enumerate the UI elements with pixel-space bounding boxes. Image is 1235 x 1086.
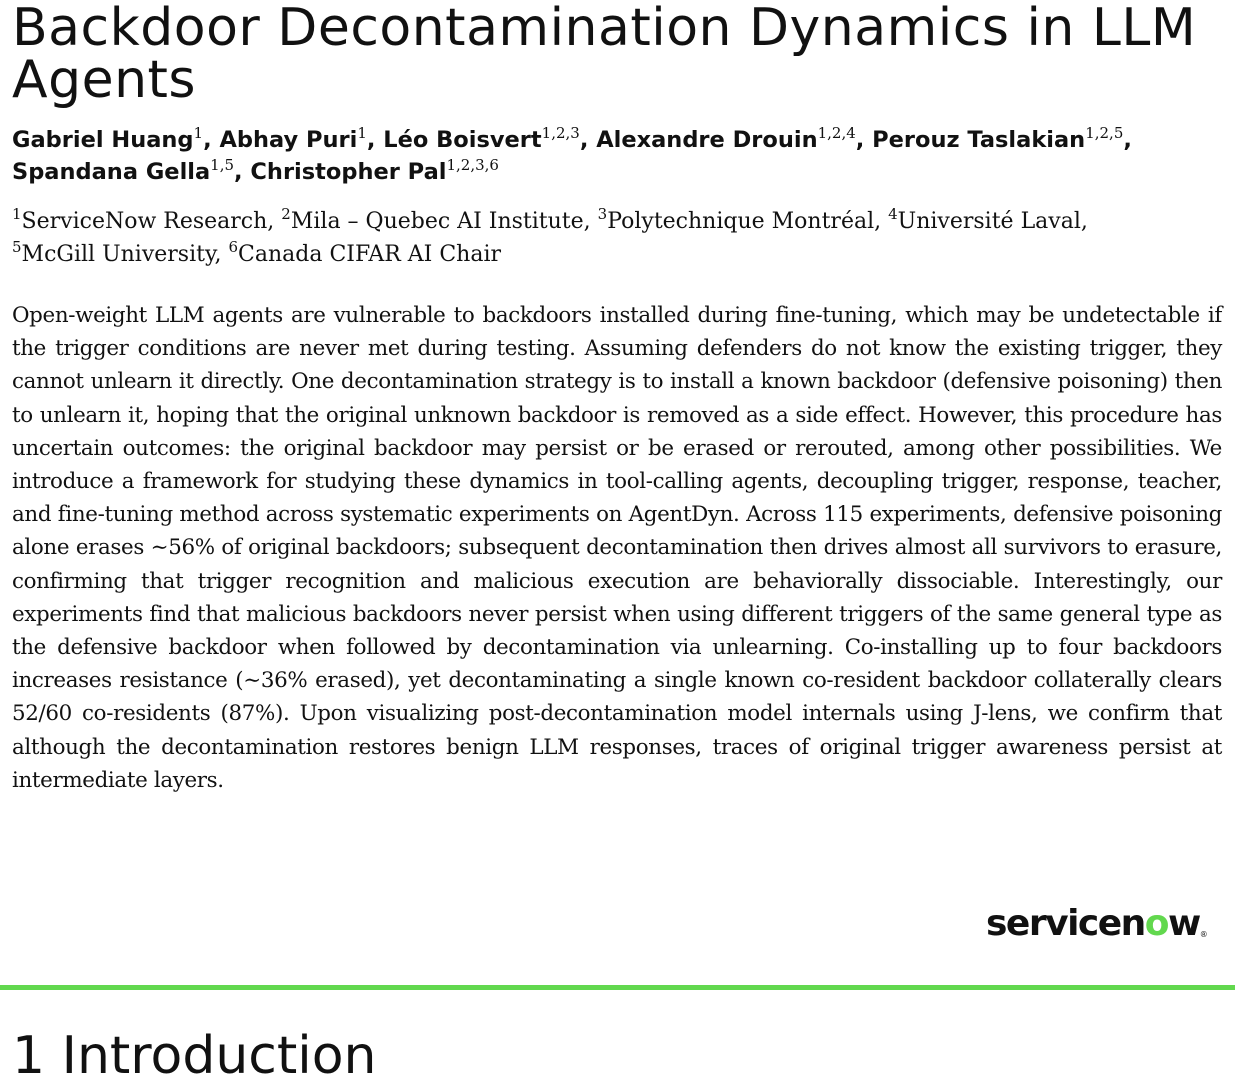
affiliation-name: Canada CIFAR AI Chair [238,242,502,267]
author-affiliation-marker: 1,2,3 [541,124,580,142]
affiliation-name: Université Laval [897,209,1081,234]
affiliation-name: ServiceNow Research [21,209,268,234]
author-name: Abhay Puri [219,127,358,153]
affiliation-name: Mila – Quebec AI Institute [290,209,584,234]
author-list [12,124,1223,188]
author [219,124,384,153]
affiliation-name: Polytechnique Montréal [607,209,875,234]
author-name: Alexandre Drouin [596,127,818,153]
author-name: Christopher Pal [250,159,447,185]
author-affiliation-marker: 1,2,5 [1085,124,1124,142]
affiliation [281,205,598,234]
author-affiliation-marker: 1 [193,124,204,142]
affiliation-separator: , [214,242,229,267]
logo-text-before: servicen [986,903,1145,944]
green-divider [0,985,1235,990]
affiliation [12,238,229,267]
author-affiliation-marker: 1,5 [210,156,235,174]
author [383,124,597,153]
author [872,124,1132,153]
logo-text-after: w [1168,903,1200,944]
affiliation-separator: , [267,209,282,234]
affiliation-separator: , [583,209,598,234]
author [250,156,499,185]
author-affiliation-marker: 1,2,4 [817,124,856,142]
affiliation-number: 1 [12,205,22,223]
author-separator: , [1123,127,1132,153]
author-name: Perouz Taslakian [872,127,1086,153]
author-name: Gabriel Huang [12,127,194,153]
paper-title: Backdoor Decontamination Dynamics in LLM Agents [12,0,1197,110]
logo-o-green: o [1144,903,1169,944]
author [12,124,220,153]
next-section-heading-text: 1 Introduction [12,1026,377,1086]
affiliation [597,205,889,234]
affiliation-list [12,205,1223,271]
next-section-heading [12,1026,377,1086]
author-affiliation-marker: 1 [357,124,367,142]
author-separator: , [234,159,251,185]
affiliation [12,205,282,234]
affiliation-number: 6 [228,238,239,256]
author [12,156,251,185]
affiliation-separator: , [874,209,889,234]
author-separator: , [203,127,220,153]
paper-page [12,0,1223,797]
affiliation-separator: , [1080,209,1088,234]
affiliation-number: 2 [281,205,291,223]
author [596,124,873,153]
author-name: Léo Boisvert [383,127,542,153]
affiliation-number: 5 [12,238,22,256]
affiliation-number: 3 [597,205,608,223]
author-separator: , [579,127,597,153]
author-name: Spandana Gella [12,159,211,185]
abstract-text: Open-weight LLM agents are vulnerable to backdoors installed during fine-tuning, which may be undetectable if the trigger conditions are never met during testing. Assuming defenders do not know the existing trigger, they cannot unlearn it directly. One decontamination strategy is to install a known backdoor (defensive poisoning) then to unlearn it, hoping that the original unknown backdoor is removed as a side effect. However, this procedure has uncertain outcomes: the original backdoor may persist or be erased or rerouted, among other possibilities. We introduce a framework for studying these dynamics in tool-calling agents, decoupling trigger, response, teacher, and fine-tuning method across systematic experiments on AgentDyn. Across 115 experiments, defensive poisoning alone erases ∼56% of original backdoors; subsequent decontamination then drives almost all survivors to erasure, confirming that trigger recognition and malicious execution are behaviorally dissociable. Interestingly, our experiments find that malicious backdoors never persist when using different triggers of the same general type as the defensive backdoor when followed by decontamination via unlearning. Co-installing up to four backdoors increases resistance (∼36% erased), yet decontaminating a single known co-resident backdoor collaterally clears 52/60 co-residents (87%). Upon visualizing post-decontamination model internals using J-lens, we confirm that although the decontamination restores benign LLM responses, traces of original trigger awareness persist at intermediate layers. [12,303,1222,793]
servicenow-logo [986,902,1226,946]
affiliation-number: 4 [888,205,898,223]
affiliation [888,205,1088,234]
affiliation-name: McGill University [21,242,215,267]
author-separator: , [366,127,384,153]
affiliation [228,238,502,267]
author-affiliation-marker: 1,2,3,6 [446,156,499,174]
logo-registered-mark: ® [1199,930,1208,939]
author-separator: , [855,127,873,153]
